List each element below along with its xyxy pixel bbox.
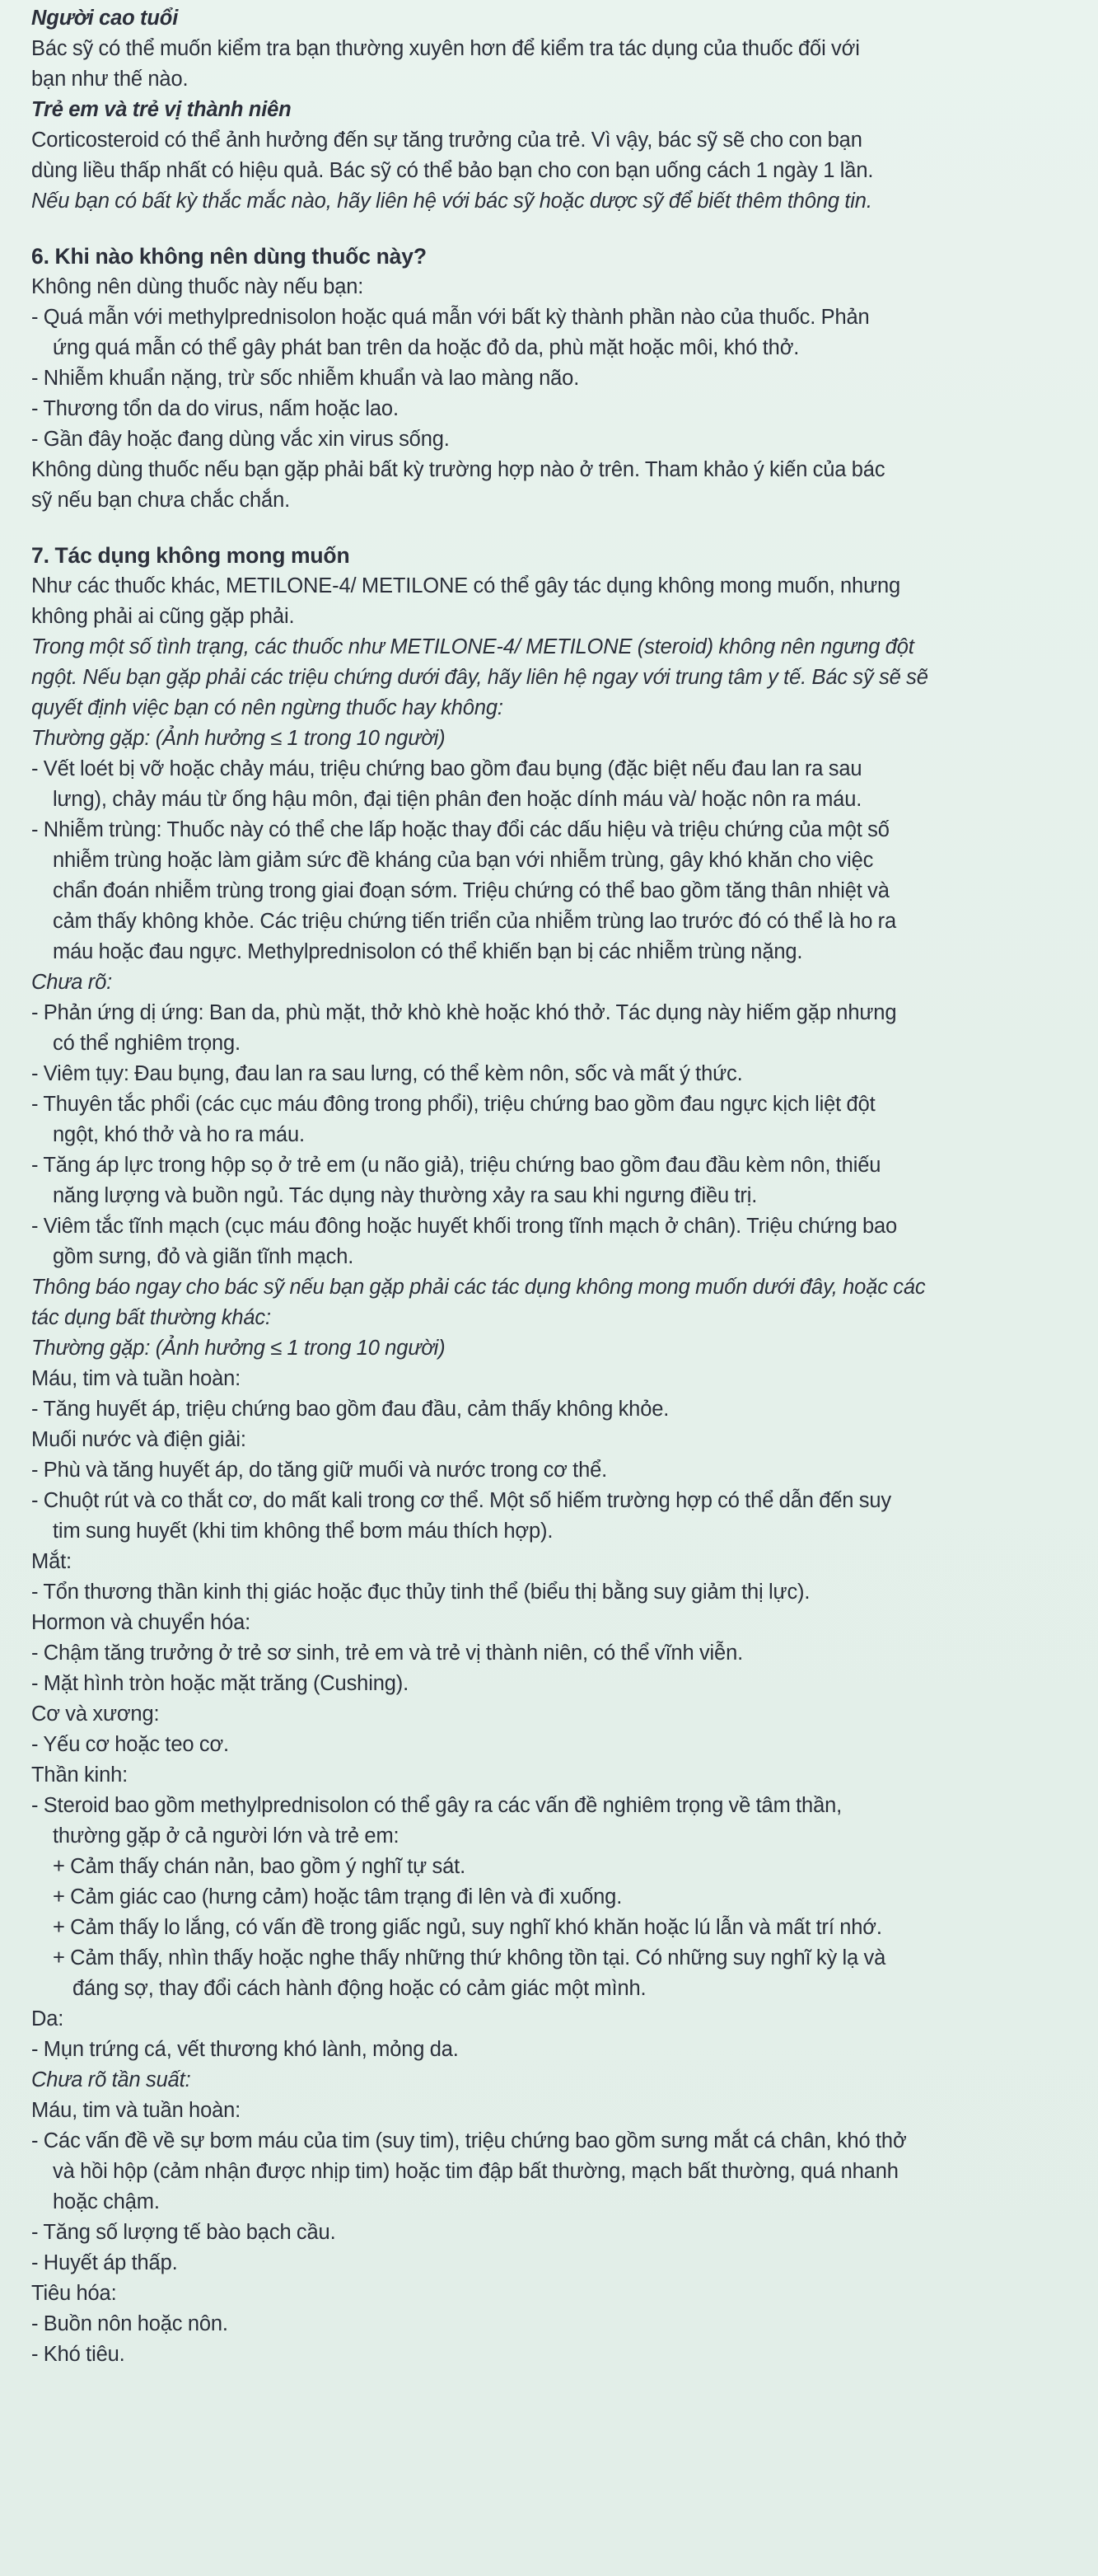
section-heading: 6. Khi nào không nên dùng thuốc này?	[31, 244, 427, 269]
text-line: Không nên dùng thuốc này nếu bạn:	[31, 275, 364, 298]
leaflet-text-column	[31, 3, 1071, 2370]
section-heading: 7. Tác dụng không mong muốn	[31, 543, 350, 568]
text-line: - Huyết áp thấp.	[31, 2251, 178, 2274]
text-line: Tiêu hóa:	[31, 2282, 117, 2305]
subheading: Trẻ em và trẻ vị thành niên	[31, 98, 292, 121]
text-line: Da:	[31, 2007, 64, 2030]
text-line: sỹ nếu bạn chưa chắc chắn.	[31, 489, 291, 512]
text-line: gồm sưng, đỏ và giãn tĩnh mạch.	[53, 1245, 354, 1268]
text-line: Chưa rõ:	[31, 971, 113, 994]
text-line: + Cảm thấy chán nản, bao gồm ý nghĩ tự sát.	[53, 1855, 466, 1878]
text-line: - Nhiễm trùng: Thuốc này có thể che lấp hoặc thay đổi các dấu hiệu và triệu chứng của một số	[31, 818, 890, 841]
text-line: Bác sỹ có thể muốn kiểm tra bạn thường xuyên hơn để kiểm tra tác dụng của thuốc đối với	[31, 37, 860, 60]
text-line: cảm thấy không khỏe. Các triệu chứng tiến triển của nhiễm trùng lao trước đó có thể là ho ra	[53, 910, 897, 933]
text-line: bạn như thế nào.	[31, 68, 189, 91]
section-spacer	[31, 217, 1071, 241]
text-line: lưng), chảy máu từ ống hậu môn, đại tiện phân đen hoặc dính máu và/ hoặc nôn ra máu.	[53, 788, 862, 811]
text-line: Không dùng thuốc nếu bạn gặp phải bất kỳ trường hợp nào ở trên. Tham khảo ý kiến của bác	[31, 458, 885, 481]
text-line: - Tăng huyết áp, triệu chứng bao gồm đau đầu, cảm thấy không khỏe.	[31, 1398, 670, 1421]
text-line: dùng liều thấp nhất có hiệu quả. Bác sỹ có thể bảo bạn cho con bạn uống cách 1 ngày 1 lần.	[31, 159, 874, 182]
text-line: - Tổn thương thần kinh thị giác hoặc đục thủy tinh thể (biểu thị bằng suy giảm thị lực).	[31, 1581, 811, 1604]
text-line: Muối nước và điện giải:	[31, 1428, 246, 1451]
text-line: Thần kinh:	[31, 1763, 128, 1787]
text-line: nhiễm trùng hoặc làm giảm sức đề kháng của bạn với nhiễm trùng, gây khó khăn cho việc	[53, 849, 874, 872]
text-line: Cơ và xương:	[31, 1703, 160, 1726]
text-line: + Cảm giác cao (hưng cảm) hoặc tâm trạng đi lên và đi xuống.	[53, 1885, 623, 1909]
text-line: - Thuyên tắc phổi (các cục máu đông trong phổi), triệu chứng bao gồm đau ngực kịch liệt đột	[31, 1093, 876, 1116]
text-line: ngột, khó thở và ho ra máu.	[53, 1123, 305, 1146]
text-line: Hormon và chuyển hóa:	[31, 1611, 251, 1634]
text-line: + Cảm thấy, nhìn thấy hoặc nghe thấy những thứ không tồn tại. Có những suy nghĩ kỳ lạ và	[53, 1946, 886, 1969]
text-line: - Tăng số lượng tế bào bạch cầu.	[31, 2221, 336, 2244]
text-line: Thường gặp: (Ảnh hưởng ≤ 1 trong 10 người)	[31, 727, 446, 750]
text-line: hoặc chậm.	[53, 2190, 160, 2213]
text-line: - Viêm tụy: Đau bụng, đau lan ra sau lưng, có thể kèm nôn, sốc và mất ý thức.	[31, 1062, 743, 1085]
text-line: - Nhiễm khuẩn nặng, trừ sốc nhiễm khuẩn và lao màng não.	[31, 367, 580, 390]
text-line: - Thương tổn da do virus, nấm hoặc lao.	[31, 397, 399, 420]
text-line: đáng sợ, thay đổi cách hành động hoặc có cảm giác một mình.	[72, 1977, 647, 2000]
text-line: Mắt:	[31, 1550, 72, 1573]
text-line: - Viêm tắc tĩnh mạch (cục máu đông hoặc huyết khối trong tĩnh mạch ở chân). Triệu chứng bao	[31, 1215, 898, 1238]
text-line: tác dụng bất thường khác:	[31, 1306, 271, 1329]
text-line: + Cảm thấy lo lắng, có vấn đề trong giấc ngủ, suy nghĩ khó khăn hoặc lú lẫn và mất trí nhớ.	[53, 1916, 882, 1939]
text-line: - Buồn nôn hoặc nôn.	[31, 2312, 228, 2335]
text-line: - Gần đây hoặc đang dùng vắc xin virus sống.	[31, 428, 450, 451]
text-line: Thông báo ngay cho bác sỹ nếu bạn gặp phải các tác dụng không mong muốn dưới đây, hoặc các	[31, 1276, 926, 1299]
text-line: Máu, tim và tuần hoàn:	[31, 2099, 241, 2122]
text-line: và hồi hộp (cảm nhận được nhịp tim) hoặc tim đập bất thường, mạch bất thường, quá nhanh	[53, 2160, 899, 2183]
text-line: chẩn đoán nhiễm trùng trong giai đoạn sớm. Triệu chứng có thể bao gồm tăng thân nhiệt và	[53, 879, 890, 902]
text-line: Như các thuốc khác, METILONE-4/ METILONE có thể gây tác dụng không mong muốn, nhưng	[31, 574, 901, 597]
text-line: thường gặp ở cả người lớn và trẻ em:	[53, 1824, 399, 1848]
text-line: có thể nghiêm trọng.	[53, 1032, 241, 1055]
text-line: tim sung huyết (khi tim không thể bơm máu thích hợp).	[53, 1520, 554, 1543]
text-line: Máu, tim và tuần hoàn:	[31, 1367, 241, 1390]
text-line: - Mụn trứng cá, vết thương khó lành, mỏng da.	[31, 2038, 459, 2061]
text-line: - Vết loét bị vỡ hoặc chảy máu, triệu chứng bao gồm đau bụng (đặc biệt nếu đau lan ra sau	[31, 757, 862, 780]
text-line: ngột. Nếu bạn gặp phải các triệu chứng dưới đây, hãy liên hệ ngay với trung tâm y tế. Bác sỹ sẽ sẽ	[31, 666, 928, 689]
text-line: - Quá mẫn với methylprednisolon hoặc quá mẫn với bất kỳ thành phần nào của thuốc. Phản	[31, 306, 870, 329]
subheading: Người cao tuổi	[31, 7, 179, 30]
text-line: Nếu bạn có bất kỳ thắc mắc nào, hãy liên hệ với bác sỹ hoặc dược sỹ để biết thêm thông tin.	[31, 190, 872, 213]
text-line: năng lượng và buồn ngủ. Tác dụng này thường xảy ra sau khi ngưng điều trị.	[53, 1184, 758, 1207]
text-line: - Các vấn đề về sự bơm máu của tim (suy tim), triệu chứng bao gồm sưng mắt cá chân, khó thở	[31, 2129, 907, 2152]
text-line: - Mặt hình tròn hoặc mặt trăng (Cushing).	[31, 1672, 409, 1695]
section-spacer	[31, 516, 1071, 541]
text-line: máu hoặc đau ngực. Methylprednisolon có thể khiến bạn bị các nhiễm trùng nặng.	[53, 940, 803, 963]
text-line: - Phù và tăng huyết áp, do tăng giữ muối và nước trong cơ thể.	[31, 1459, 608, 1482]
text-line: quyết định việc bạn có nên ngừng thuốc hay không:	[31, 696, 503, 719]
text-line: - Yếu cơ hoặc teo cơ.	[31, 1733, 229, 1756]
text-line: Trong một số tình trạng, các thuốc như METILONE-4/ METILONE (steroid) không nên ngưng đột	[31, 635, 914, 658]
text-line: - Steroid bao gồm methylprednisolon có thể gây ra các vấn đề nghiêm trọng về tâm thần,	[31, 1794, 843, 1817]
text-line: - Tăng áp lực trong hộp sọ ở trẻ em (u não giả), triệu chứng bao gồm đau đầu kèm nôn, thiếu	[31, 1154, 881, 1177]
text-line: - Chậm tăng trưởng ở trẻ sơ sinh, trẻ em và trẻ vị thành niên, có thể vĩnh viễn.	[31, 1642, 744, 1665]
text-line: - Phản ứng dị ứng: Ban da, phù mặt, thở khò khè hoặc khó thở. Tác dụng này hiếm gặp nhưng	[31, 1001, 897, 1024]
text-line: Corticosteroid có thể ảnh hưởng đến sự tăng trưởng của trẻ. Vì vậy, bác sỹ sẽ cho con bạn	[31, 129, 862, 152]
text-line: - Chuột rút và co thắt cơ, do mất kali trong cơ thể. Một số hiếm trường hợp có thể dẫn đến suy	[31, 1489, 891, 1512]
text-line: không phải ai cũng gặp phải.	[31, 605, 295, 628]
text-line: ứng quá mẫn có thể gây phát ban trên da hoặc đỏ da, phù mặt hoặc môi, khó thở.	[53, 336, 800, 359]
text-line: Chưa rõ tần suất:	[31, 2068, 191, 2091]
text-line: Thường gặp: (Ảnh hưởng ≤ 1 trong 10 người)	[31, 1337, 446, 1360]
text-line: - Khó tiêu.	[31, 2343, 125, 2366]
